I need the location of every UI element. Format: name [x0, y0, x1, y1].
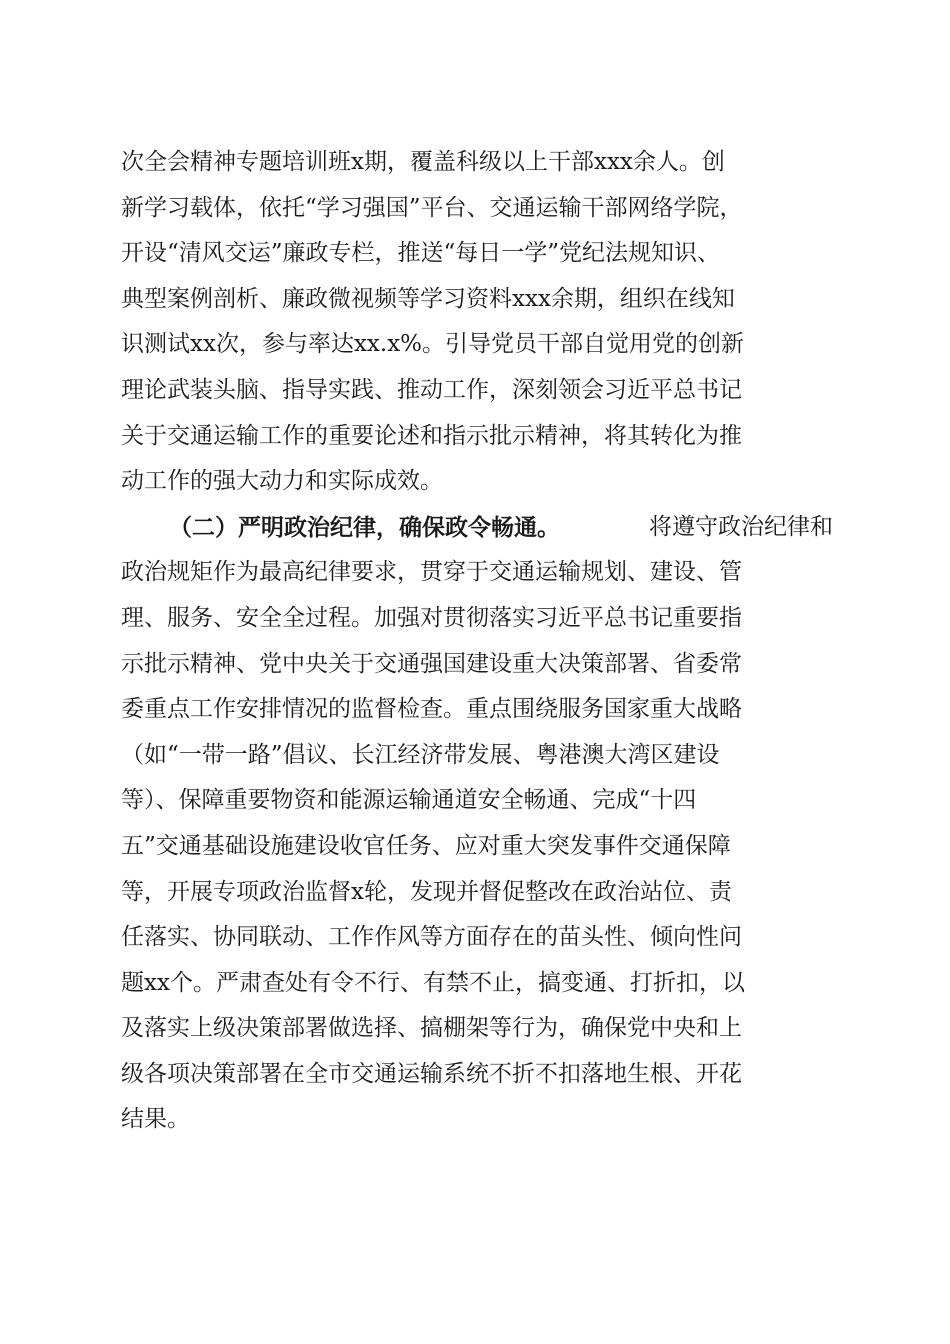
section-heading-line	[121, 505, 833, 551]
text-line: 五”交通基础设施建设收官任务、应对重大突发事件交通保障	[121, 832, 731, 859]
text-line: 开设“清风交运”廉政专栏，推送“每日一学”党纪法规知识、	[121, 240, 721, 267]
section-heading-rest: 将遵守政治纪律和	[649, 513, 833, 540]
text-line: 结果。	[121, 1106, 190, 1133]
text-line: 动工作的强大动力和实际成效。	[121, 468, 443, 495]
text-line: 次全会精神专题培训班x期，覆盖科级以上干部xxx余人。创	[121, 149, 725, 175]
body-text	[121, 140, 833, 1143]
text-line: 新学习载体，依托“学习强国”平台、交通运输干部网络学院，	[121, 194, 743, 221]
text-line: 理、服务、安全全过程。加强对贯彻落实习近平总书记重要指	[121, 604, 742, 631]
text-line: 委重点工作安排情况的监督检查。重点围绕服务国家重大战略	[121, 696, 742, 723]
text-line: 典型案例剖析、廉政微视频等学习资料xxx余期，组织在线知	[121, 285, 735, 312]
text-line: 级各项决策部署在全市交通运输系统不折不扣落地生根、开花	[121, 1060, 742, 1087]
text-line: 政治规矩作为最高纪律要求，贯穿于交通运输规划、建设、管	[121, 559, 742, 586]
text-line: （如“一带一路”倡议、长江经济带发展、粤港澳大湾区建设	[121, 741, 720, 768]
text-line: 关于交通运输工作的重要论述和指示批示精神，将其转化为推	[121, 422, 742, 449]
text-line: 识测试xx次，参与率达xx.x%。引导党员干部自觉用党的创新	[121, 331, 745, 358]
text-line: 及落实上级决策部署做选择、搞棚架等行为，确保党中央和上	[121, 1015, 742, 1042]
text-line: 等）、保障重要物资和能源运输通道安全畅通、完成“十四	[121, 787, 697, 814]
text-line: 示批示精神、党中央关于交通强国建设重大决策部署、省委常	[121, 650, 742, 677]
text-line: 等，开展专项政治监督x轮，发现并督促整改在政治站位、责	[121, 878, 732, 905]
section-heading: （二）严明政治纪律，确保政令畅通。	[169, 513, 560, 541]
text-line: 任落实、协同联动、工作作风等方面存在的苗头性、倾向性问	[121, 924, 742, 951]
text-line: 理论武装头脑、指导实践、推动工作，深刻领会习近平总书记	[121, 376, 742, 403]
text-line: 题xx个。严肃查处有令不行、有禁不止，搞变通、打折扣，以	[121, 969, 745, 996]
